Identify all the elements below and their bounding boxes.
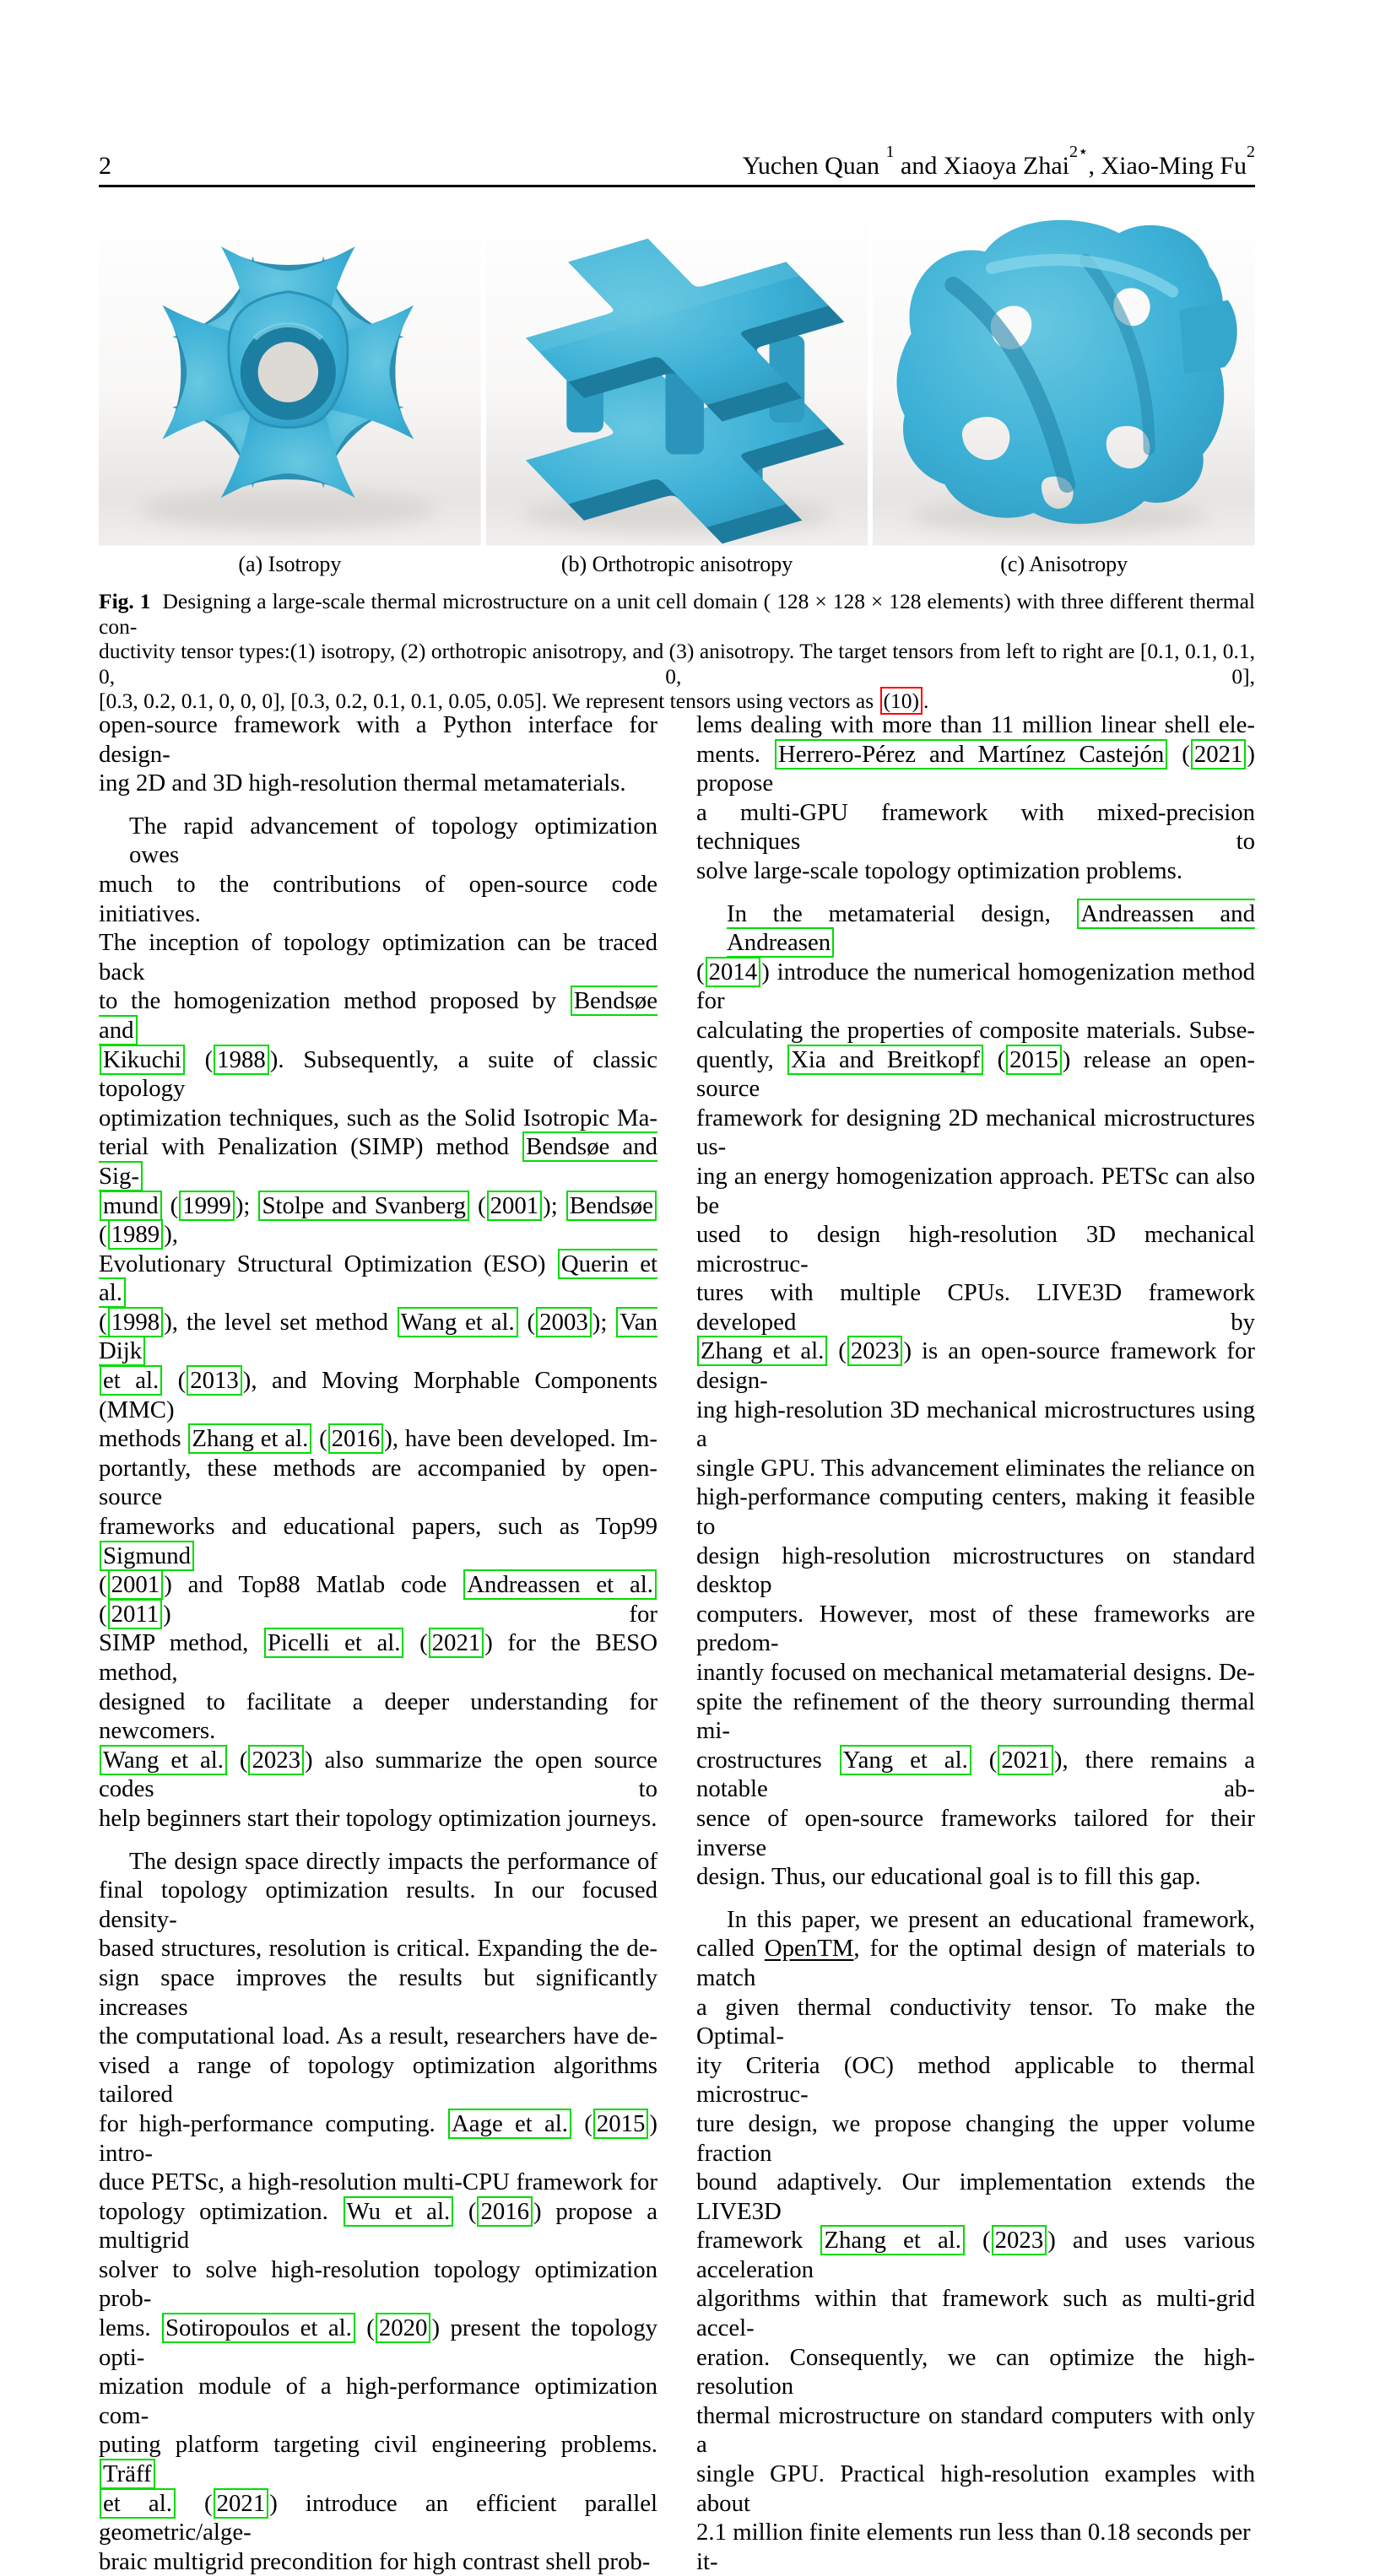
author-superscript: 2⋆ [1069, 143, 1089, 161]
text-line [696, 1396, 1255, 1454]
text-line [696, 1220, 1255, 1278]
text-run: In this paper, we present an educational framework, [727, 1905, 1255, 1933]
text-line [99, 1628, 657, 1687]
text-run: ) propose a multigrid [99, 2197, 657, 2255]
text-line [99, 2547, 657, 2576]
text-run: high-performance computing centers, making it feasible to [696, 1483, 1255, 1541]
text-line [99, 1308, 657, 1366]
author-superscript: 1 [885, 143, 895, 161]
text-run: spite the refinement of the theory surrounding thermal mi- [696, 1688, 1255, 1745]
text-run: ) present the topology opti- [99, 2314, 658, 2371]
text-run: optimization techniques, such as the Solid Isotropic Ma- [99, 1104, 657, 1131]
text-line [99, 2051, 657, 2109]
text-line [696, 1804, 1255, 1862]
citation-link[interactable]: Andreassen and Andreasen [727, 899, 1255, 957]
page-header [99, 143, 1255, 182]
text-run: calculating the properties of composite materials. Subse- [696, 1016, 1255, 1044]
citation-link[interactable]: Zhang et al. [820, 2225, 965, 2255]
paragraph [696, 899, 1255, 1892]
text-run: puting platform targeting civil engineering problems. [99, 2431, 657, 2459]
text-run: ( [312, 1425, 327, 1453]
text-run: ), [164, 1221, 178, 1249]
text-line [99, 2022, 657, 2051]
text-run: ing an energy homogenization approach. PETSc can also be [696, 1162, 1255, 1219]
text-line [696, 958, 1255, 1016]
citation-link[interactable]: 1989 [108, 1219, 164, 1250]
text-line [696, 2109, 1255, 2168]
text-line [696, 2168, 1255, 2226]
text-run: single GPU. This advancement eliminates the reliance on [696, 1454, 1255, 1482]
citation-link[interactable]: 2023 [992, 2225, 1047, 2255]
text-line [696, 1688, 1255, 1746]
text-run: ) introduce the numerical homogenization method for [696, 958, 1255, 1015]
text-run: Designing a large-scale thermal microstructure on a unit cell domain ( 128 × 128 × 128 elements) with three different thermal con- [99, 589, 1255, 639]
text-run: ) introduce an efficient parallel geometric/alge- [99, 2489, 657, 2546]
text-run: ); [543, 1191, 565, 1219]
text-run: ), and Moving Morphable Components (MMC) [99, 1367, 657, 1423]
text-run: much to the contributions of open-source code initiatives. [99, 870, 657, 927]
text-run: ) release an open-source [696, 1045, 1256, 1103]
text-run: ity Criteria (OC) method applicable to thermal microstruc- [696, 2051, 1255, 2109]
text-line [99, 2109, 657, 2168]
text-run: ture design, we propose changing the upper volume fraction [696, 2109, 1255, 2167]
citation-link[interactable]: Bendsøe [566, 1191, 657, 1221]
text-run: braic multigrid precondition for high contrast shell prob- [99, 2547, 651, 2575]
citation-link[interactable]: mund [100, 1191, 162, 1221]
citation-link[interactable]: et al. [100, 1365, 162, 1396]
figure-1-caption [99, 589, 1255, 714]
text-run: ) and Top88 Matlab code [164, 1571, 463, 1599]
citation-link[interactable]: Aage et al. [448, 2109, 571, 2139]
figure-panel-c [873, 207, 1255, 547]
citation-link[interactable]: Stolpe and Svanberg [258, 1191, 468, 1221]
text-run: ( [828, 1337, 847, 1365]
text-run: lems. [99, 2314, 162, 2342]
text-run: ( [1168, 740, 1190, 768]
text-line [696, 2226, 1255, 2284]
text-line [99, 1934, 657, 1963]
text-run: for high-performance computing. [99, 2109, 447, 2137]
text-run: ( [571, 2109, 592, 2137]
figure-subcaptions [99, 552, 1255, 577]
text-run: [0.3, 0.2, 0.1, 0, 0, 0], [0.3, 0.2, 0.1, 0.1, 0.05, 0.05]. We represent tensors using vectors as [99, 689, 879, 714]
text-run: framework for designing 2D mechanical microstructures us- [696, 1104, 1255, 1161]
citation-link[interactable]: 2023 [847, 1336, 903, 1366]
text-run: framework [696, 2227, 820, 2255]
text-run: open-source framework with a Python interface for design- [99, 711, 657, 768]
text-run: methods [99, 1425, 188, 1453]
text-run: ( [176, 2489, 213, 2517]
text-run: inantly focused on mechanical metamaterial designs. De- [696, 1659, 1255, 1686]
text-line [696, 2401, 1255, 2460]
text-line [696, 1482, 1255, 1541]
text-line [99, 812, 657, 870]
text-line [99, 2197, 657, 2255]
text-line [696, 1454, 1255, 1483]
text-line [99, 710, 657, 769]
text-run: thermal microstructure on standard computers with only a [696, 2401, 1255, 2459]
citation-link[interactable]: 2023 [248, 1745, 304, 1775]
text-run: mization module of a high-performance optimization com- [99, 2373, 657, 2429]
text-run: ), have been developed. Im- [384, 1425, 657, 1453]
text-line [99, 2255, 657, 2314]
text-run: ), the level set method [164, 1308, 397, 1336]
text-run: bound adaptively. Our implementation extends the LIVE3D [696, 2168, 1255, 2225]
text-line [696, 1993, 1255, 2051]
citation-link[interactable]: 2015 [593, 2109, 649, 2139]
text-run: , for the optimal design of materials to match [696, 1935, 1255, 1991]
text-line [99, 769, 657, 798]
text-run: sign space improves the results but significantly increases [99, 1963, 657, 2021]
citation-link[interactable]: 2011 [108, 1599, 163, 1629]
text-run: ) is an open-source framework for design- [696, 1337, 1255, 1395]
text-run: ( [99, 1571, 107, 1599]
citation-link[interactable]: 2016 [328, 1423, 384, 1454]
text-run: the computational load. As a result, researchers have de- [99, 2022, 657, 2050]
text-run: a given thermal conductivity tensor. To make the Optimal- [696, 1993, 1255, 2050]
text-run: terial with Penalization (SIMP) method [99, 1133, 522, 1161]
citation-link[interactable]: 2021 [998, 1745, 1053, 1775]
text-run: used to design high-resolution 3D mechanical microstruc- [696, 1221, 1255, 1277]
text-run: SIMP method, [99, 1629, 263, 1657]
text-run: based structures, resolution is critical. Expanding the de- [99, 1935, 657, 1963]
text-run: ductivity tensor types:(1) isotropy, (2) orthotropic anisotropy, and (3) anisotropy. The target tensors from left to right are [0.1, 0.1, 0.1, 0, 0, 0], [99, 639, 1255, 689]
citation-link[interactable]: Wang et al. [100, 1745, 227, 1775]
author-superscript: 2 [1247, 143, 1255, 161]
citation-link[interactable]: Andreassen et al. [463, 1569, 657, 1600]
text-run: quently, [696, 1045, 787, 1073]
citation-link[interactable]: Zhang et al. [188, 1423, 311, 1454]
text-line [99, 1963, 657, 2022]
text-run: ( [404, 1629, 428, 1657]
text-run: ); [235, 1191, 258, 1219]
text-run: computers. However, most of these frameworks are predom- [696, 1600, 1255, 1657]
text-line [99, 589, 1255, 639]
text-line [99, 1570, 657, 1628]
text-run: and Xiaoya Zhai [894, 152, 1069, 180]
text-line [99, 1688, 657, 1746]
citation-link[interactable]: Picelli et al. [264, 1628, 404, 1658]
text-run: ing high-resolution 3D mechanical microstructures using a [696, 1396, 1255, 1453]
text-run: ) for [163, 1600, 657, 1628]
text-run: ) and uses various acceleration [696, 2227, 1256, 2283]
text-line [99, 1191, 657, 1250]
text-line [99, 1847, 657, 1877]
citation-link[interactable]: 1999 [179, 1191, 235, 1221]
text-line [696, 899, 1255, 958]
text-line [696, 798, 1255, 856]
text-line [696, 1905, 1255, 1935]
text-run: ( [163, 1367, 187, 1395]
text-line [696, 1934, 1255, 1992]
subcaption-a: (a) Isotropy [238, 552, 342, 576]
citation-link[interactable]: 2021 [429, 1628, 484, 1658]
text-run: designed to facilitate a deeper understanding for newcomers. [99, 1688, 657, 1745]
text-run: ) for the BESO method, [99, 1629, 657, 1686]
text-line [99, 1512, 657, 1570]
text-line [99, 2168, 657, 2197]
text-run: ) propose [696, 740, 1255, 797]
text-run: ( [696, 958, 705, 986]
citation-link[interactable]: 2003 [536, 1307, 592, 1337]
text-run: The inception of topology optimization can be traced back [99, 929, 657, 986]
text-run: to the homogenization method proposed by [99, 987, 570, 1015]
citation-link[interactable]: Yang et al. [840, 1745, 971, 1775]
opentm-link[interactable]: OpenTM [764, 1935, 854, 1963]
text-line [696, 2343, 1255, 2401]
text-line [696, 1278, 1255, 1337]
text-run: duce PETSc, a high-resolution multi-CPU framework for [99, 2168, 657, 2196]
header-rule [99, 185, 1255, 187]
text-run: The rapid advancement of topology optimization owes [129, 812, 657, 869]
text-run: Yuchen Quan [742, 152, 886, 180]
citation-link[interactable]: 1988 [214, 1045, 269, 1075]
text-run: In the metamaterial design, [727, 899, 1077, 927]
paragraph [99, 812, 657, 1833]
text-line [99, 928, 657, 986]
isotropy-render [99, 207, 481, 547]
text-line [696, 740, 1255, 798]
text-run: ( [355, 2314, 375, 2342]
text-line [99, 870, 657, 928]
text-line [696, 710, 1255, 740]
figure-panel-b [486, 207, 868, 547]
text-run: ing 2D and 3D high-resolution thermal metamaterials. [99, 770, 626, 797]
text-line [99, 1876, 657, 1934]
text-line [99, 1454, 657, 1512]
citation-link[interactable]: Xia and Breitkopf [787, 1045, 983, 1075]
text-line [696, 1746, 1255, 1804]
citation-link[interactable]: 2001 [108, 1569, 164, 1600]
text-run: The design space directly impacts the performance of [129, 1847, 657, 1875]
text-line [99, 1746, 657, 1804]
text-line [99, 1045, 657, 1104]
text-run: Evolutionary Structural Optimization (ESO) [99, 1250, 557, 1277]
text-run: ), there remains a notable ab- [696, 1746, 1255, 1803]
text-line [696, 1658, 1255, 1688]
text-run: , Xiao-Ming Fu [1088, 152, 1247, 180]
text-line [696, 2051, 1255, 2109]
text-run: frameworks and educational papers, such as Top99 [99, 1513, 657, 1541]
text-run: lems dealing with more than 11 million linear shell ele- [696, 711, 1255, 738]
subcaption-c: (c) Anisotropy [1000, 552, 1128, 576]
text-run: ); [592, 1308, 616, 1336]
text-run: ( [518, 1308, 536, 1336]
figure-1-panels [99, 207, 1255, 547]
citation-link[interactable]: Träff [100, 2459, 155, 2489]
text-line [696, 1337, 1255, 1395]
citation-link[interactable]: 2021 [214, 2488, 269, 2519]
text-line [696, 1542, 1255, 1600]
citation-link[interactable]: Sotiropoulos et al. [162, 2313, 355, 2343]
text-run: ( [185, 1045, 214, 1073]
text-line [696, 1162, 1255, 1220]
text-line [696, 2460, 1255, 2518]
text-run: a multi-GPU framework with mixed-precision techniques to [696, 798, 1255, 856]
text-run: design high-resolution microstructures on standard desktop [696, 1542, 1255, 1599]
text-run: tures with multiple CPUs. LIVE3D framework developed by [696, 1279, 1255, 1336]
text-line [99, 2372, 657, 2430]
text-line [99, 1132, 657, 1191]
text-line [99, 639, 1255, 689]
citation-link[interactable]: Wang et al. [398, 1307, 518, 1337]
text-line [99, 986, 657, 1045]
text-line [696, 1862, 1255, 1892]
text-run: portantly, these methods are accompanied by open-source [99, 1454, 657, 1511]
text-run: ). Subsequently, a suite of classic topology [99, 1045, 657, 1103]
text-run: algorithms within that framework such as multi-grid accel- [696, 2285, 1255, 2342]
text-run: ) intro- [99, 2109, 658, 2167]
text-run: final topology optimization results. In our focused density- [99, 1877, 657, 1933]
text-run: called [696, 1935, 765, 1963]
citation-link[interactable]: 2020 [376, 2313, 431, 2343]
text-line [99, 2314, 657, 2372]
citation-link[interactable]: 2013 [187, 1365, 242, 1396]
text-run: ( [984, 1045, 1006, 1073]
text-run: ( [99, 1221, 107, 1249]
equation-ref-link[interactable]: (10) [880, 687, 923, 715]
text-run: eration. Consequently, we can optimize the high-resolution [696, 2343, 1255, 2400]
citation-link[interactable]: Wu et al. [344, 2196, 454, 2227]
paragraph [696, 710, 1255, 886]
citation-link[interactable]: Herrero-Pérez and Martínez Castejón [775, 739, 1167, 770]
paragraph [696, 1905, 1255, 2576]
text-line [99, 1424, 657, 1454]
text-run: single GPU. Practical high-resolution examples with about [696, 2460, 1255, 2517]
citation-link[interactable]: 2014 [706, 957, 761, 987]
citation-link[interactable]: Bendsøe and [99, 987, 657, 1044]
text-run: ( [469, 1191, 486, 1219]
paragraph [99, 710, 657, 798]
text-line [99, 2489, 657, 2547]
text-line [696, 1104, 1255, 1162]
citation-link[interactable]: Bendsøe and Sig- [99, 1133, 658, 1190]
figure-label: Fig. 1 [99, 589, 151, 613]
text-run: solver to solve high-resolution topology optimization prob- [99, 2255, 657, 2313]
citation-link[interactable]: Van Dijk [99, 1308, 657, 1365]
anisotropy-render [873, 207, 1255, 547]
text-run: ( [227, 1746, 248, 1774]
left-column [99, 710, 657, 2576]
citation-link[interactable]: et al. [100, 2488, 176, 2519]
text-run: solve large-scale topology optimization problems. [696, 856, 1183, 884]
text-line [99, 1366, 657, 1424]
text-line [696, 2284, 1255, 2342]
subcaption-b: (b) Orthotropic anisotropy [560, 552, 793, 576]
text-line [99, 2430, 657, 2488]
text-run: ) also summarize the open source codes to [99, 1746, 658, 1803]
page-number: 2 [99, 152, 111, 180]
citation-link[interactable]: 1998 [108, 1307, 164, 1337]
text-line [696, 1045, 1255, 1104]
text-line [99, 1104, 657, 1133]
text-line [99, 1250, 657, 1308]
paragraph [99, 1847, 657, 2576]
text-line [99, 1804, 657, 1833]
figure-panel-a [99, 207, 481, 547]
citation-link[interactable]: 2021 [1191, 739, 1247, 770]
text-run: 2.1 million finite elements run less than 0.18 seconds per it- [696, 2519, 1251, 2575]
text-run: help beginners start their topology optimization journeys. [99, 1804, 657, 1832]
text-run: ( [162, 1191, 179, 1219]
text-run: . [923, 689, 929, 714]
text-line [696, 2518, 1255, 2576]
text-run: ( [454, 2197, 477, 2225]
orthotropic-render [486, 207, 868, 547]
text-run: ments. [696, 740, 774, 768]
text-run: crostructures [696, 1746, 839, 1774]
text-line [696, 856, 1255, 886]
citation-link[interactable]: Kikuchi [100, 1045, 185, 1075]
citation-link[interactable]: Querin et al. [99, 1250, 657, 1307]
text-run: ( [971, 1746, 998, 1774]
text-run: design. Thus, our educational goal is to fill this gap. [696, 1863, 1201, 1891]
text-line [696, 1600, 1255, 1658]
citation-link[interactable]: Sigmund [100, 1541, 194, 1571]
citation-link[interactable]: 2001 [487, 1191, 543, 1221]
citation-link[interactable]: Zhang et al. [697, 1336, 827, 1366]
text-run: ( [99, 1600, 107, 1628]
text-run: ( [965, 2227, 991, 2255]
text-run: topology optimization. [99, 2197, 343, 2225]
running-authors [742, 143, 1255, 181]
text-run: ( [99, 1308, 107, 1336]
text-line [696, 1016, 1255, 1045]
citation-link[interactable]: 2016 [477, 2196, 533, 2227]
right-column [696, 710, 1255, 2576]
citation-link[interactable]: 2015 [1006, 1045, 1062, 1075]
text-run: sence of open-source frameworks tailored for their inverse [696, 1804, 1255, 1861]
text-run: vised a range of topology optimization algorithms tailored [99, 2051, 657, 2109]
